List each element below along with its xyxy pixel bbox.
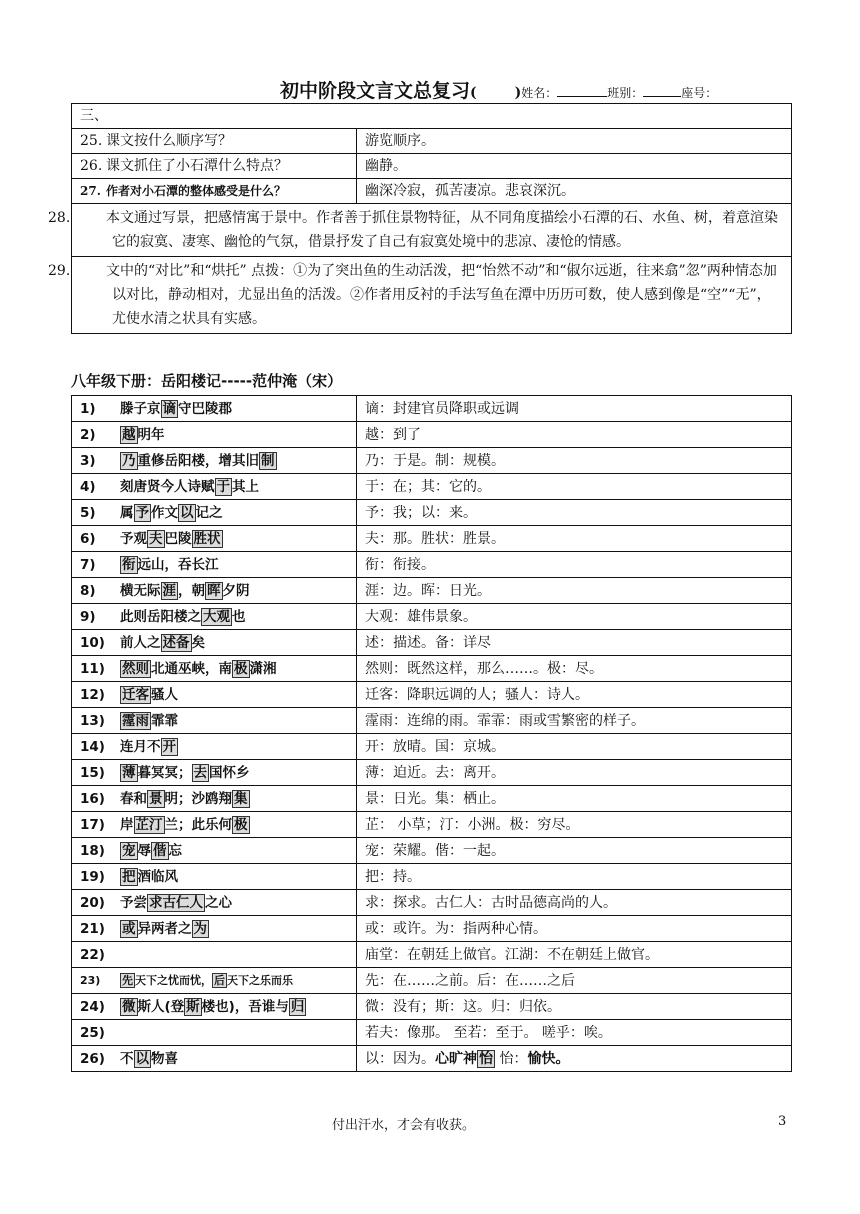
definition-text: 述：描述。备：详尽 [365,634,491,651]
highlighted-word: 宠 [122,842,136,859]
row-number: 7) [80,556,96,573]
phrase-cell [72,500,357,526]
phrase-cell [72,864,357,890]
phrase-cell [72,890,357,916]
highlighted-word: 集 [234,790,248,807]
definition-text: 大观：雄伟景象。 [365,608,477,625]
phrase-cell [72,942,357,968]
highlighted-word: 开 [162,738,176,755]
phrase-cell [72,578,357,604]
phrase-cell [72,838,357,864]
phrase-cell [72,994,357,1020]
phrase-cell [72,916,357,942]
page-title: 初中阶段文言文总复习 [280,80,471,102]
phrase-text: 斯人(登 [137,998,185,1015]
phrase-text: 作文 [151,504,178,521]
highlighted-word: 薄 [122,764,136,781]
phrase-text: 刻唐贤今人诗赋 [120,478,215,495]
table-row [72,257,792,334]
phrase-cell [72,656,357,682]
phrase-text: 潇湘 [249,660,277,677]
table-row [72,994,792,1020]
table-row [72,474,792,500]
table-row [72,422,792,448]
phrase-text: ，朝 [178,582,205,599]
definition-cell [357,760,792,786]
definition-cell [357,396,792,422]
table-row [72,630,792,656]
table-row [72,1020,792,1046]
phrase-cell [72,448,357,474]
definition-text: 宠：荣耀。偕：一起。 [365,842,505,859]
paren-close: ) [514,85,522,101]
phrase-text: 予观 [120,530,147,547]
highlighted-word: 景 [149,790,163,807]
table-row [72,656,792,682]
highlighted-word: 去 [193,764,207,781]
phrase-cell [72,1020,357,1046]
row-number: 20) [80,894,105,911]
definition-text: 迁客：降职远调的人；骚人：诗人。 [365,686,589,703]
definition-cell [357,526,792,552]
phrase-cell [72,422,357,448]
question-text: 课文抓住了小石潭什么特点？ [106,158,288,174]
highlighted-word: 晖 [207,582,221,599]
table-row [72,604,792,630]
highlighted-word: 谪 [162,400,176,417]
phrase-cell [72,786,357,812]
phrase-cell [72,552,357,578]
phrase-text: 前人之 [120,634,161,651]
definition-text: 夫：那。胜状：胜景。 [365,530,505,547]
phrase-text: 霏霏 [151,712,178,729]
phrase-text: 暮冥冥； [137,764,192,781]
phrase-cell [72,630,357,656]
highlighted-word: 把 [122,868,136,885]
table-row [72,864,792,890]
phrase-text: 忘 [168,842,182,859]
phrase-cell [72,396,357,422]
definition-cell [357,682,792,708]
table-row [72,500,792,526]
highlighted-word: 涯 [162,582,176,599]
question-number: 27. [80,184,101,198]
phrase-text: 春和 [120,790,147,807]
phrase-text: 明年 [137,426,165,443]
footer-motto: 付出汗水，才会有收获。 [332,1118,476,1133]
definition-cell [357,838,792,864]
highlighted-word: 芷汀 [135,816,163,833]
row-number: 25) [80,1024,105,1041]
table-row [72,396,792,422]
definition-text: 于：在；其：它的。 [365,478,491,495]
row-number: 5) [80,504,96,521]
row-number: 17) [80,816,105,833]
phrase-text: 辱 [137,842,151,859]
definition-text: 霪雨：连绵的雨。霏霏：雨或雪繁密的样子。 [365,712,645,729]
table-row [72,708,792,734]
phrase-cell [72,760,357,786]
highlighted-word: 为 [193,920,207,937]
definition-cell [357,422,792,448]
question-number: 28. [48,210,71,226]
row-number: 2) [80,426,96,443]
highlighted-word: 或 [122,920,136,937]
definition-cell [357,448,792,474]
definition-cell [357,474,792,500]
row-number: 13) [80,712,105,729]
phrase-text: 守巴陵郡 [178,400,232,417]
table-row [72,154,792,179]
definition-cell [357,864,792,890]
phrase-text: 北通巫峡，南 [151,660,232,677]
answer-text: 幽静。 [357,154,792,179]
phrase-cell [72,526,357,552]
highlighted-word: 胜状 [193,530,221,547]
row-number: 16) [80,790,105,807]
row-number: 22) [80,946,105,963]
phrase-text: 物喜 [151,1050,178,1067]
definition-cell [357,630,792,656]
phrase-text: 天下之乐而乐 [227,973,293,987]
definition-text: 芷： 小草；汀：小洲。极：穷尽。 [365,816,580,833]
table-row [72,448,792,474]
phrase-cell [72,474,357,500]
row-number: 6) [80,530,96,547]
answer-text: 幽深冷寂，孤苦凄凉。悲哀深沉。 [357,179,792,204]
row-number: 15) [80,764,105,781]
highlighted-word: 以 [180,504,194,521]
definition-text: 谪：封建官员降职或远调 [365,400,519,417]
phrase-text: 予尝 [120,894,147,911]
phrase-cell [72,1046,357,1072]
highlighted-word: 予 [135,504,149,521]
review-table-small-stone-pond [48,103,792,334]
class-blank [643,84,681,97]
definition-cell [357,708,792,734]
definition-cell [357,942,792,968]
definition-text: 若夫：像那。 至若：至于。 嗟乎：唉。 [365,1024,612,1041]
row-number: 24) [80,998,105,1015]
definition-cell [357,1020,792,1046]
phrase-text: 属 [120,504,134,521]
row-number: 26) [80,1050,105,1067]
phrase-text: 连月不 [120,738,161,755]
phrase-text: 异两者之 [137,920,192,937]
phrase-text: 酒临风 [137,868,178,885]
definition-text: 心旷神 [435,1050,477,1067]
row-number: 12) [80,686,105,703]
phrase-cell [72,812,357,838]
paragraph-text: 本文通过写景，把感情寓于景中。作者善于抓住景物特征，从不同角度描绘小石潭的石、水鱼、树，着意渲染它的寂寞、凄寒、幽怆的气氛，借景抒发了自己有寂寞处境中的悲凉、凄怆的情感。 [106,210,778,250]
definition-cell [357,786,792,812]
highlighted-word: 极 [234,816,248,833]
row-number: 9) [80,608,96,625]
row-number: 8) [80,582,96,599]
table-row [72,129,792,154]
paren-open: ( [470,85,477,101]
table-row [72,204,792,257]
table-row [72,734,792,760]
page-number: 3 [778,1114,787,1129]
highlighted-word: 乃 [122,452,136,469]
table-row [72,786,792,812]
table-row [72,838,792,864]
phrase-text: 巴陵 [164,530,192,547]
highlighted-word: 归 [290,998,305,1015]
definition-text: 或：或许。为：指两种心情。 [365,920,547,937]
definition-text: 开：放晴。国：京城。 [365,738,505,755]
phrase-cell [72,968,357,994]
question-text: 课文按什么顺序写？ [106,133,232,149]
table-row [72,968,792,994]
highlighted-word: 述备 [162,634,190,651]
definition-text: 把：持。 [365,868,421,885]
definition-cell [357,734,792,760]
phrase-text: 明；沙鸥翔 [164,790,232,807]
definition-cell [357,1046,792,1072]
definition-text: 微：没有；斯：这。归：归依。 [365,998,561,1015]
row-number: 19) [80,868,105,885]
definition-cell [357,916,792,942]
phrase-text: 滕子京 [120,400,161,417]
definition-cell [357,812,792,838]
highlighted-word: 以 [135,1050,149,1067]
name-blank [557,84,607,97]
definition-text: 然则：既然这样，那么……。极：尽。 [365,660,603,677]
row-number: 23) [80,973,101,987]
table-row [72,942,792,968]
definition-text: 乃：于是。制：规模。 [365,452,505,469]
phrase-text: 不 [120,1050,134,1067]
table-row [72,890,792,916]
definition-cell [357,968,792,994]
definition-text: 庙堂：在朝廷上做官。江湖：不在朝廷上做官。 [365,946,659,963]
highlighted-word: 大观 [203,608,230,625]
table-row [72,812,792,838]
highlighted-word: 霪雨 [122,712,149,729]
phrase-text: 岸 [120,816,134,833]
definition-cell [357,578,792,604]
phrase-cell [72,682,357,708]
table-row [72,179,792,204]
highlighted-word: 迁客 [122,686,149,703]
highlighted-word: 后 [214,973,225,987]
highlighted-word: 微 [122,998,136,1015]
table-row [72,916,792,942]
phrase-text: 楼也)，吾谁与 [201,998,289,1015]
row-number: 10) [80,634,105,651]
phrase-text: 兰；此乐何 [164,816,232,833]
highlighted-word: 衔 [122,556,136,573]
question-number: 25. [80,133,103,149]
section-heading: 三、 [72,104,792,129]
phrase-cell [72,708,357,734]
table-row [72,578,792,604]
table-row [72,1046,792,1072]
vocabulary-table-yueyang-tower [71,395,792,1072]
phrase-text: 之心 [205,894,232,911]
phrase-text: 记之 [195,504,223,521]
phrase-text: 国怀乡 [209,764,250,781]
name-label: 姓名： [521,86,558,100]
highlighted-word: 夫 [149,530,163,547]
row-number: 21) [80,920,105,937]
definition-cell [357,604,792,630]
row-number: 18) [80,842,105,859]
table-row [72,760,792,786]
definition-text: 景：日光。集：栖止。 [365,790,505,807]
highlighted-word: 偕 [153,842,167,859]
definition-text: 愉快。 [527,1050,570,1067]
table-row [72,526,792,552]
definition-text: 越：到了 [365,426,421,443]
phrase-text: 远山，吞长江 [137,556,219,573]
highlighted-word: 怡 [479,1050,493,1067]
page-header [280,76,800,100]
phrase-text: 其上 [232,478,259,495]
highlighted-word: 然则 [122,660,149,677]
phrase-text: 此则岳阳楼之 [120,608,201,625]
highlighted-word: 极 [234,660,248,677]
question-number: 26. [80,158,103,174]
section-title: 八年级下册：岳阳楼记-----范仲淹（宋） [71,372,343,390]
phrase-cell [72,734,357,760]
definition-text: 先：在……之前。后：在……之后 [365,972,575,989]
definition-text: 怡： [495,1050,528,1067]
row-number: 1) [80,400,96,417]
highlighted-word: 制 [261,452,275,469]
highlighted-word: 于 [216,478,230,495]
question-number: 29. [48,263,71,279]
definition-cell [357,500,792,526]
definition-text: 以：因为。 [365,1050,435,1067]
class-label: 班别： [607,86,644,100]
question-text: 作者对小石潭的整体感受是什么？ [106,184,287,198]
phrase-text: 也 [232,608,246,625]
phrase-text: 骚人 [151,686,178,703]
row-number: 11) [80,660,105,677]
phrase-text: 横无际 [120,582,161,599]
table-row [72,682,792,708]
definition-cell [357,656,792,682]
answer-text: 游览顺序。 [357,129,792,154]
definition-cell [357,552,792,578]
definition-text: 衔：衔接。 [365,556,435,573]
definition-text: 予：我；以：来。 [365,504,477,521]
phrase-text: 重修岳阳楼，增其旧 [137,452,259,469]
highlighted-word: 越 [122,426,136,443]
table-row [72,552,792,578]
highlighted-word: 先 [122,973,133,987]
seat-label: 座号： [681,86,718,100]
definition-text: 求：探求。古仁人：古时品德高尚的人。 [365,894,617,911]
definition-cell [357,890,792,916]
definition-text: 薄：迫近。去：离开。 [365,764,505,781]
phrase-text: 矣 [191,634,205,651]
paragraph-text: 文中的“对比”和“烘托” 点拨：①为了突出鱼的生动活泼，把“怡然不动”和“俶尔远逝，往来翕”忽”两种情态加以对比，静动相对，尤显出鱼的活泼。②作者用反衬的手法写鱼在潭中历历可数，使人感到像是“空”“无”，尤使水清之状具有实感。 [106,263,777,327]
phrase-cell [72,604,357,630]
phrase-text: 天下之忧而忧， [135,973,212,987]
phrase-text: 夕阴 [222,582,250,599]
row-number: 14) [80,738,105,755]
definition-text: 涯：边。晖：日光。 [365,582,491,599]
row-number: 3) [80,452,96,469]
row-number: 4) [80,478,96,495]
highlighted-word: 斯 [186,998,200,1015]
definition-cell [357,994,792,1020]
highlighted-word: 求古仁人 [149,894,203,911]
